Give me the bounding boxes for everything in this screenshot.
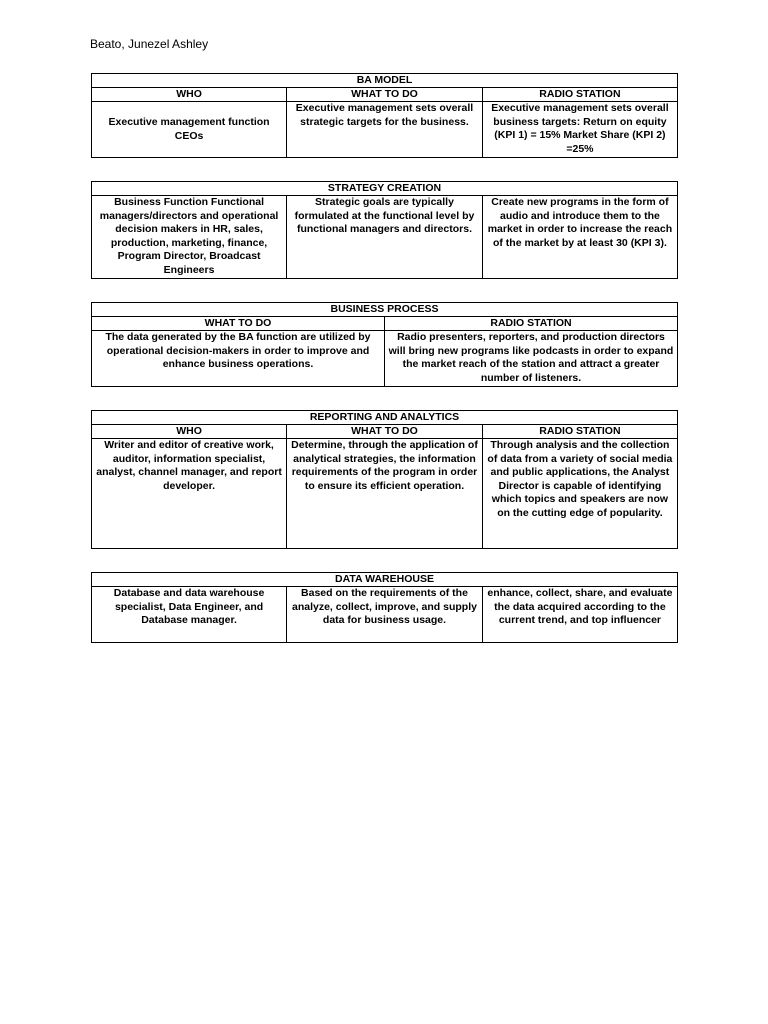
reporting-analytics-title: REPORTING AND ANALYTICS: [92, 411, 678, 425]
header-what-to-do: WHAT TO DO: [287, 88, 483, 102]
ba-model-radio-cell: Executive management sets overall business targets: Return on equity (KPI 1) = 15% Market Share (KPI 2) =25%: [482, 102, 677, 158]
data-warehouse-radio-cell: enhance, collect, share, and evaluate the data acquired according to the current trend, and top influencer: [482, 587, 677, 643]
business-process-table: [91, 302, 678, 387]
header-radio-station: RADIO STATION: [482, 425, 677, 439]
header-what-to-do: WHAT TO DO: [92, 317, 385, 331]
reporting-who-cell: Writer and editor of creative work, auditor, information specialist, analyst, channel manager, and report developer.: [92, 439, 287, 549]
business-process-what-cell: The data generated by the BA function are utilized by operational decision-makers in order to improve and enhance business operations.: [92, 331, 385, 387]
data-warehouse-what-cell: Based on the requirements of the analyze, collect, improve, and supply data for business usage.: [287, 587, 483, 643]
reporting-what-cell: Determine, through the application of analytical strategies, the information requirements of the program in order to ensure its efficient operation.: [287, 439, 483, 549]
business-process-radio-cell: Radio presenters, reporters, and production directors will bring new programs like podcasts in order to expand the market reach of the station and attract a greater number of listeners.: [385, 331, 678, 387]
header-radio-station: RADIO STATION: [385, 317, 678, 331]
data-warehouse-who-cell: Database and data warehouse specialist, Data Engineer, and Database manager.: [92, 587, 287, 643]
ba-model-title: BA MODEL: [92, 74, 678, 88]
ba-model-who-cell: Executive management function CEOs: [92, 102, 287, 158]
strategy-creation-table: [91, 181, 678, 279]
business-process-title: BUSINESS PROCESS: [92, 303, 678, 317]
strategy-who-cell: Business Function Functional managers/directors and operational decision makers in HR, sales, production, marketing, finance, Program Director, Broadcast Engineers: [92, 196, 287, 279]
reporting-radio-cell: Through analysis and the collection of data from a variety of social media and public applications, the Analyst Director is capable of identifying which topics and speakers are now on the cutting edge of popularity.: [482, 439, 677, 549]
header-what-to-do: WHAT TO DO: [287, 425, 483, 439]
data-warehouse-table: [91, 572, 678, 643]
strategy-creation-title: STRATEGY CREATION: [92, 182, 678, 196]
header-who: WHO: [92, 425, 287, 439]
ba-model-what-cell: Executive management sets overall strategic targets for the business.: [287, 102, 483, 158]
ba-model-table: [91, 73, 678, 158]
data-warehouse-title: DATA WAREHOUSE: [92, 573, 678, 587]
strategy-radio-cell: Create new programs in the form of audio and introduce them to the market in order to increase the reach of the market by at least 30 (KPI 3).: [482, 196, 677, 279]
header-who: WHO: [92, 88, 287, 102]
header-radio-station: RADIO STATION: [482, 88, 677, 102]
reporting-analytics-table: [91, 410, 678, 549]
author-name: Beato, Junezel Ashley: [90, 37, 209, 51]
strategy-what-cell: Strategic goals are typically formulated at the functional level by functional managers and directors.: [287, 196, 483, 279]
